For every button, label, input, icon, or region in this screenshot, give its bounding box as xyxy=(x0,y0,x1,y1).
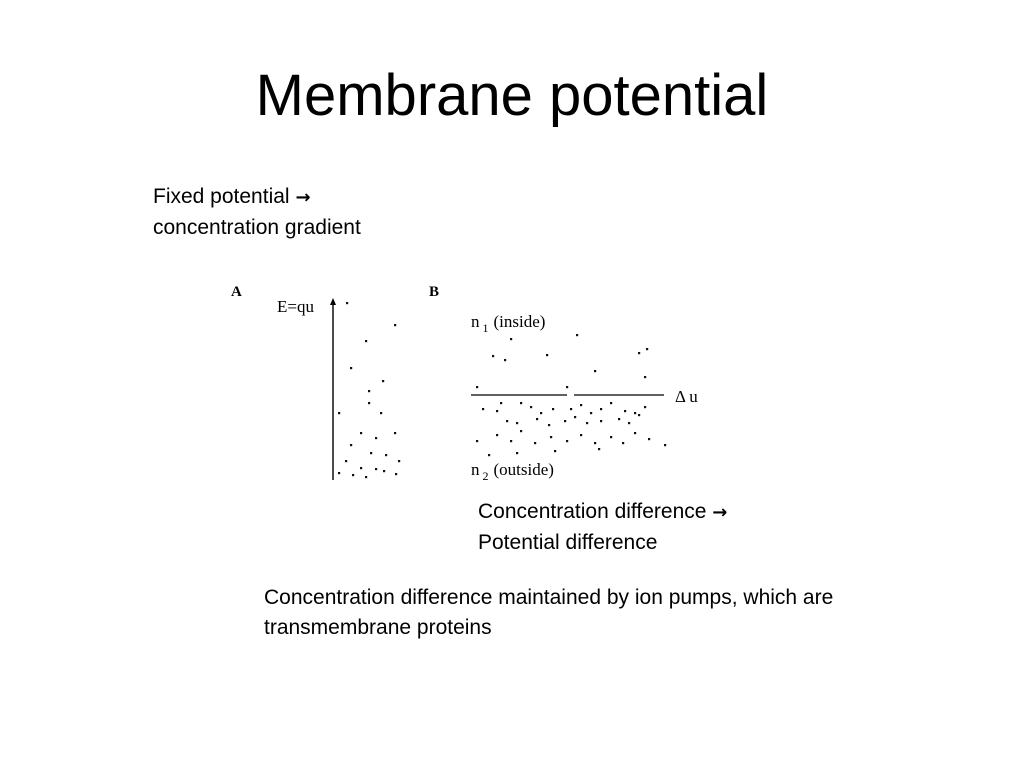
particle-dot xyxy=(496,410,498,412)
ion-pump-line-1: Concentration difference maintained by ion pumps, which are xyxy=(264,586,834,609)
inside-label xyxy=(471,312,545,335)
particle-dot xyxy=(552,408,554,410)
fixed-potential-label: Fixed potential xyxy=(153,185,290,208)
particle-dot xyxy=(566,386,568,388)
concentration-difference-line xyxy=(478,497,727,528)
particle-dot xyxy=(398,460,400,462)
particle-dot xyxy=(554,450,556,452)
particle-dot xyxy=(352,474,354,476)
particle-dot xyxy=(520,402,522,404)
concentration-difference-text xyxy=(478,497,727,558)
particle-dot xyxy=(350,367,352,369)
membrane-figure xyxy=(220,272,720,487)
particle-dot xyxy=(586,422,588,424)
particle-dot xyxy=(370,452,372,454)
particle-dot xyxy=(598,448,600,450)
particle-dot xyxy=(594,370,596,372)
particle-dot xyxy=(644,406,646,408)
outside-text: (outside) xyxy=(493,460,554,479)
particle-dot xyxy=(564,420,566,422)
particle-dot xyxy=(375,437,377,439)
particle-dot xyxy=(488,454,490,456)
particle-dot xyxy=(624,410,626,412)
particle-dot xyxy=(360,467,362,469)
right-arrow-icon: → xyxy=(712,502,728,523)
particle-dot xyxy=(395,473,397,475)
particle-dot xyxy=(566,440,568,442)
particle-dot xyxy=(600,408,602,410)
particle-dot xyxy=(628,422,630,424)
right-arrow-icon: → xyxy=(295,187,311,208)
particle-dot xyxy=(638,352,640,354)
particle-dot xyxy=(576,334,578,336)
particle-dot xyxy=(504,359,506,361)
particle-dot xyxy=(338,412,340,414)
concentration-gradient-label: concentration gradient xyxy=(153,216,361,239)
slide-title: Membrane potential xyxy=(255,63,769,128)
inside-text: (inside) xyxy=(493,312,546,331)
particle-dot xyxy=(375,468,377,470)
particle-dot xyxy=(385,454,387,456)
particle-dot xyxy=(496,434,498,436)
panel-a-particles xyxy=(338,302,400,478)
particle-dot xyxy=(476,386,478,388)
potential-difference-label: Potential difference xyxy=(478,531,658,554)
particle-dot xyxy=(506,420,508,422)
particle-dot xyxy=(590,412,592,414)
ion-pump-text xyxy=(264,583,1004,643)
particle-dot xyxy=(360,432,362,434)
particle-dot xyxy=(540,412,542,414)
fixed-potential-line xyxy=(153,182,361,213)
particle-dot xyxy=(644,376,646,378)
inside-subscript: 1 xyxy=(482,321,489,335)
particle-dot xyxy=(634,412,636,414)
particle-dot xyxy=(338,472,340,474)
particle-dot xyxy=(536,418,538,420)
particle-dot xyxy=(365,340,367,342)
particle-dot xyxy=(380,412,382,414)
particle-dot xyxy=(550,436,552,438)
particle-dot xyxy=(492,355,494,357)
particle-dot xyxy=(580,434,582,436)
particle-dot xyxy=(516,422,518,424)
particle-dot xyxy=(574,416,576,418)
panel-b-label: B xyxy=(429,284,440,300)
particle-dot xyxy=(610,402,612,404)
particle-dot xyxy=(350,444,352,446)
particle-dot xyxy=(345,460,347,462)
particle-dot xyxy=(648,438,650,440)
particle-dot xyxy=(548,424,550,426)
fixed-potential-text xyxy=(153,182,361,243)
particle-dot xyxy=(510,338,512,340)
outside-prefix: n xyxy=(471,460,480,479)
particle-dot xyxy=(382,380,384,382)
particle-dot xyxy=(482,408,484,410)
panel-a-label: A xyxy=(231,284,242,300)
particle-dot xyxy=(594,442,596,444)
particle-dot xyxy=(570,408,572,410)
particle-dot xyxy=(383,470,385,472)
particle-dot xyxy=(580,404,582,406)
outside-label xyxy=(471,460,554,483)
particle-dot xyxy=(368,402,370,404)
particle-dot xyxy=(510,440,512,442)
particle-dot xyxy=(368,390,370,392)
concentration-difference-label: Concentration difference xyxy=(478,500,707,523)
particle-dot xyxy=(365,476,367,478)
particle-dot xyxy=(634,432,636,434)
particle-dot xyxy=(600,420,602,422)
membrane-diagram xyxy=(220,272,720,487)
particle-dot xyxy=(394,432,396,434)
particle-dot xyxy=(646,348,648,350)
particle-dot xyxy=(638,414,640,416)
ion-pump-line-2: transmembrane proteins xyxy=(264,616,492,639)
particle-dot xyxy=(534,442,536,444)
particle-dot xyxy=(664,444,666,446)
axis-arrowhead xyxy=(330,298,336,305)
particle-dot xyxy=(476,440,478,442)
outside-subscript: 2 xyxy=(482,469,489,483)
particle-dot xyxy=(394,324,396,326)
particle-dot xyxy=(618,418,620,420)
particle-dot xyxy=(622,442,624,444)
particle-dot xyxy=(500,402,502,404)
inside-prefix: n xyxy=(471,312,480,331)
particle-dot xyxy=(516,452,518,454)
particle-dot xyxy=(346,302,348,304)
particle-dot xyxy=(610,436,612,438)
particle-dot xyxy=(520,430,522,432)
panel-a-equation: E=qu xyxy=(277,297,314,316)
particle-dot xyxy=(530,406,532,408)
particle-dot xyxy=(546,354,548,356)
delta-u-label: Δ u xyxy=(675,387,698,406)
